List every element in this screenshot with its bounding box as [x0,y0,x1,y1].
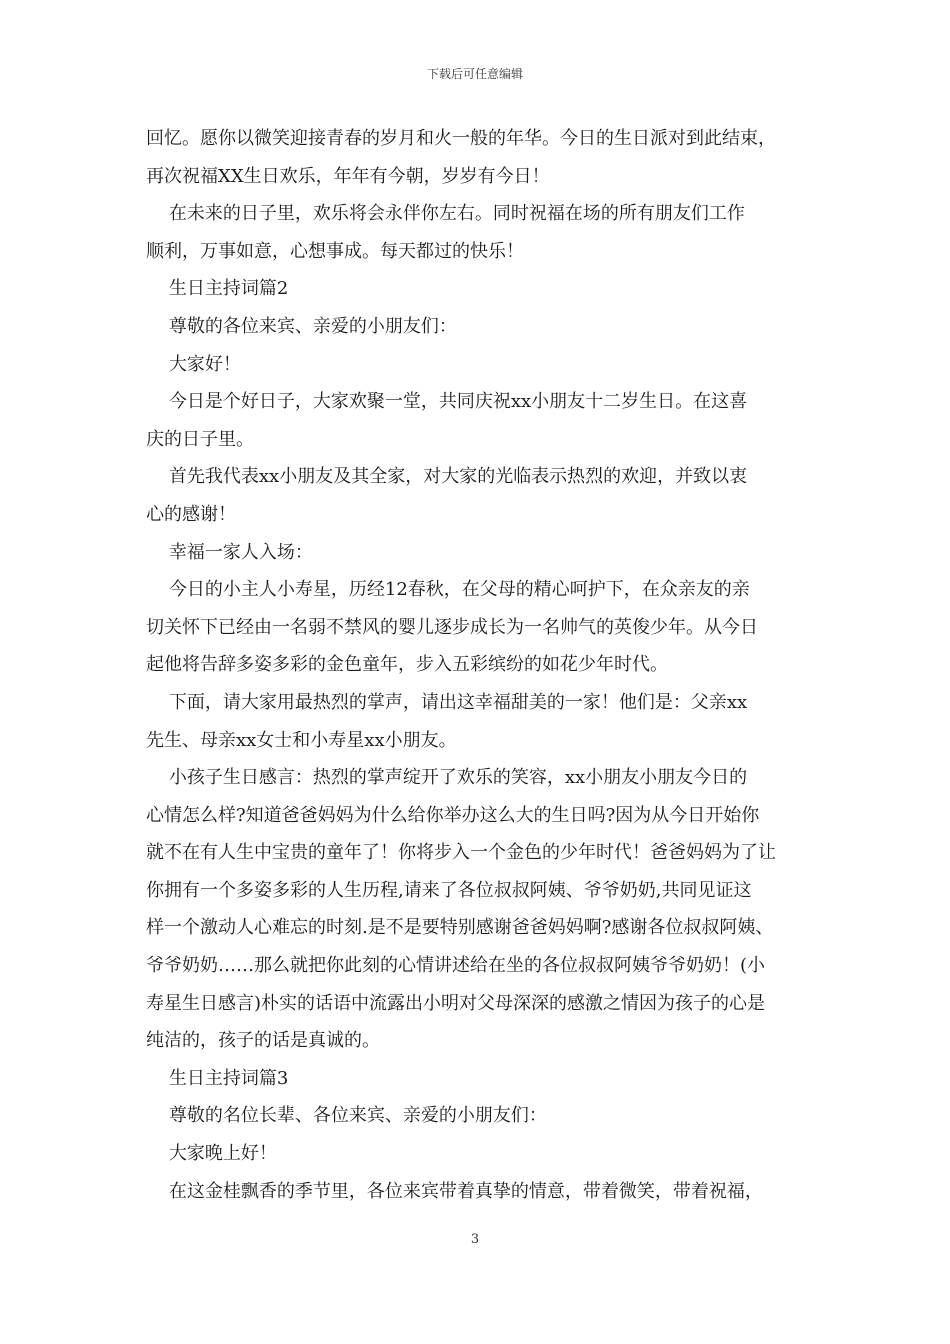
text-line: 首先我代表xx小朋友及其全家，对大家的光临表示热烈的欢迎，并致以衷 [146,466,748,488]
text-line: 心情怎么样?知道爸爸妈妈为什么给你举办这么大的生日吗?因为从今日开始你 [146,804,760,826]
text-line: 样一个激动人心难忘的时刻.是不是要特别感谢爸爸妈妈啊?感谢各位叔叔阿姨、 [146,917,774,939]
text-line: 心的感谢！ [146,503,236,525]
text-line: 大家晚上好！ [146,1143,277,1165]
text-line: 尊敬的各位来宾、亲爱的小朋友们： [146,315,457,337]
text-line: 纯洁的，孩子的话是真诚的。 [146,1030,380,1052]
text-line: 今日的小主人小寿星，历经12春秋，在父母的精心呵护下，在众亲友的亲 [146,579,750,601]
text-line: 下面，请大家用最热烈的掌声，请出这幸福甜美的一家！他们是：父亲xx [146,691,748,713]
text-line: 庆的日子里。 [146,428,254,450]
text-line: 爷爷奶奶……那么就把你此刻的心情讲述给在坐的各位叔叔阿姨爷爷奶奶！(小 [146,955,766,977]
text-line: 小孩子生日感言：热烈的掌声绽开了欢乐的笑容，xx小朋友小朋友今日的 [146,767,748,789]
text-line: 切关怀下已经由一名弱不禁风的婴儿逐步成长为一名帅气的英俊少年。从今日 [146,616,758,638]
section-heading: 生日主持词篇3 [146,1067,289,1089]
document-body [146,120,808,1210]
page-header-note: 下载后可任意编辑 [426,67,523,81]
text-line: 起他将告辞多姿多彩的金色童年，步入五彩缤纷的如花少年时代。 [146,654,668,676]
text-line: 先生、母亲xx女士和小寿星xx小朋友。 [146,729,457,751]
text-line: 你拥有一个多姿多彩的人生历程,请来了各位叔叔阿姨、爷爷奶奶,共同见证这 [146,879,752,901]
text-line: 在这金桂飘香的季节里，各位来宾带着真挚的情意，带着微笑，带着祝福， [146,1180,763,1202]
text-line: 再次祝福XX生日欢乐，年年有今朝，岁岁有今日！ [146,165,550,187]
page-number: 3 [470,1232,480,1247]
text-line: 今日是个好日子，大家欢聚一堂，共同庆祝xx小朋友十二岁生日。在这喜 [146,391,748,413]
text-line: 尊敬的名位长辈、各位来宾、亲爱的小朋友们： [146,1105,547,1127]
section-heading: 生日主持词篇2 [146,278,289,300]
text-line: 大家好！ [146,353,241,375]
text-line: 在未来的日子里，欢乐将会永伴你左右。同时祝福在场的所有朋友们工作 [146,203,745,225]
text-line: 寿星生日感言)朴实的话语中流露出小明对父母深深的感激之情因为孩子的心是 [146,992,766,1014]
text-line: 回忆。愿你以微笑迎接青春的岁月和火一般的年华。今日的生日派对到此结束， [146,128,776,149]
text-line: 就不在有人生中宝贵的童年了！你将步入一个金色的少年时代！爸爸妈妈为了让 [146,842,776,864]
text-line: 顺利，万事如意，心想事成。每天都过的快乐！ [146,240,524,262]
text-line: 幸福一家人入场： [146,541,313,563]
